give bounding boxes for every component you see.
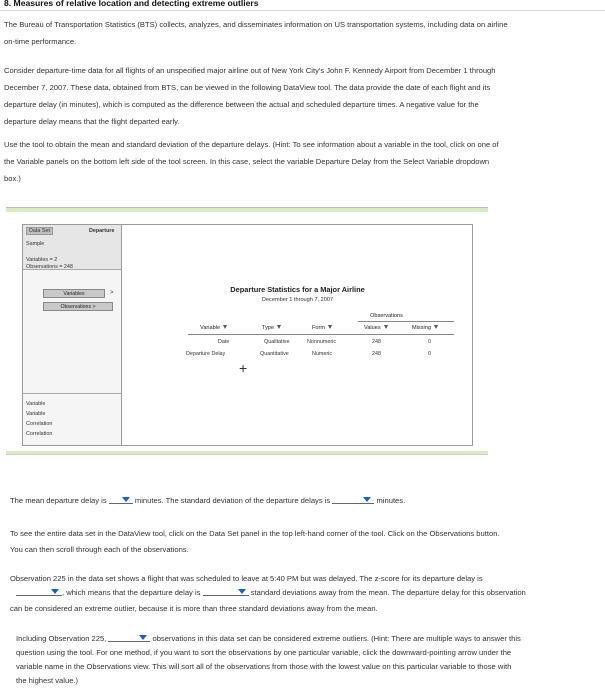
outliers-dropdown[interactable] [108,633,150,642]
tool-main-panel [122,224,473,446]
obs225-line-1: Observation 225 in the data set shows a flight that was scheduled to leave at 5:40 PM but was delayed. The z-score for its departure delay is [10,574,483,583]
tool-top-band [6,207,488,212]
row-1-variable: Date [218,339,230,345]
observations-group-rule [358,321,454,322]
dropdown-arrow-icon [139,635,147,640]
crosshair-icon: + [239,360,248,376]
including-text-1a: Including Observation 225, [16,634,107,643]
mean-text-1: The mean departure delay is [10,496,107,505]
header-rule [188,334,454,335]
sd-away-dropdown[interactable] [203,587,249,596]
sort-arrow-icon[interactable] [434,325,438,329]
including-text-1b: observations in this data set can be considered extreme outliers. (Hint: There are multiple ways to answer this [152,634,521,643]
sort-arrow-icon[interactable] [277,325,281,329]
table-subtitle: December 1 through 7, 2007 [261,297,334,303]
mean-dropdown[interactable] [109,495,133,504]
sort-arrow-icon[interactable] [328,325,332,329]
row-1-form: Nonnumeric [307,339,337,345]
dropdown-arrow-icon [51,589,59,594]
observations-count: Observations = 248 [26,264,73,270]
including-line-4: the highest value.) [16,676,79,685]
variable-panel-2[interactable]: Variable [26,411,46,417]
row-1-missing: 0 [428,339,431,345]
including-line-3: variable name in the Observations view. This will sort all of the observations from those with the lowest value on this particular variable to those with [16,662,512,671]
row-2-missing: 0 [428,351,431,357]
sd-dropdown[interactable] [332,495,374,504]
consider-line-2: December 7, 2007. These data, obtained from BTS, can be viewed in the following DataView tool. The data provide the date of each flight and its [4,83,491,92]
observations-group-header: Observations [370,313,403,319]
row-1-type: Qualitative [264,339,290,345]
correlation-panel-1[interactable]: Correlation [26,421,53,427]
col-type-header[interactable]: Type [262,325,281,331]
usetool-line-2: the Variable panels on the bottom left side of the tool screen. In this case, select the variable Departure Delay from the Select Variable dropdown [4,157,490,166]
dropdown-arrow-icon [122,497,130,502]
panel-divider [23,393,121,394]
row-2-form: Numeric [312,351,333,357]
mean-sentence [10,492,405,509]
intro-line-1: The Bureau of Transportation Statistics (BTS) collects, analyzes, and disseminates information on US transportation systems, including data on airline [4,20,508,29]
col-variable-header[interactable]: Variable [200,325,227,331]
variable-panel-1[interactable]: Variable [26,401,46,407]
consider-line-4: departure delay means that the flight departed early. [4,117,180,126]
variables-arrow-icon: > [110,290,114,296]
mean-text-2: minutes. The standard deviation of the departure delays is [134,496,331,505]
sort-arrow-icon[interactable] [384,325,388,329]
consider-line-3: departure delay (in minutes), which is computed as the difference between the actual and scheduled departure times. A negative value for the [4,100,479,109]
col-missing-header[interactable]: Missing [412,325,438,331]
table-title: Departure Statistics for a Major Airline [230,285,365,294]
obs225-text-2a: , which means that the departure delay is [62,588,201,597]
row-2-values: 248 [372,351,381,357]
sort-arrow-icon[interactable] [223,325,227,329]
dropdown-arrow-icon [363,497,371,502]
observations-button[interactable]: Observations > [43,302,113,311]
row-2-type: Quantitative [260,351,289,357]
observations-button-label: Observations [60,304,92,310]
title-divider [0,10,605,11]
data-set-panel[interactable] [23,225,121,270]
row-2-variable: Departure Delay [186,351,226,357]
zscore-dropdown[interactable] [16,587,62,596]
entire-line-1: To see the entire data set in the DataView tool, click on the Data Set panel in the top left-hand corner of the tool. Click on the Observations button. [10,529,500,538]
data-set-label: Data Set [26,227,53,235]
data-set-value: Departure [89,228,115,234]
entire-line-2: You can then scroll through each of the observations. [10,545,189,554]
correlation-panel-2[interactable]: Correlation [26,431,53,437]
obs225-line-2 [16,584,526,601]
tool-bottom-band [6,451,488,455]
col-form-header[interactable]: Form [312,325,332,331]
intro-line-2: on-time performance. [4,37,77,46]
row-1-values: 248 [372,339,381,345]
consider-line-1: Consider departure-time data for all flights of an unspecified major airline out of New York City's John F. Kennedy Airport from December 1 through [4,66,496,75]
including-line-2: question using the tool. For one method, if you want to sort the observations by one particular variable, click the downward-pointing arrow under the [16,648,512,657]
sample-label: Sample [26,241,45,247]
usetool-line-3: box.) [4,174,21,183]
col-values-header[interactable]: Values [364,325,388,331]
usetool-line-1: Use the tool to obtain the mean and standard deviation of the departure delays. (Hint: To see information about a variable in the tool, click on one of [4,140,499,149]
obs225-text-2b: standard deviations away from the mean. The departure delay for this observation [250,588,526,597]
variables-button[interactable]: Variables [43,289,105,298]
variables-count: Variables = 2 [26,257,58,263]
dropdown-arrow-icon [238,589,246,594]
obs225-line-3: can be considered an extreme outlier, because it is more than three standard deviations away from the mean. [10,604,378,613]
mean-text-3: minutes. [376,496,406,505]
question-title: 8. Measures of relative location and detecting extreme outliers [4,0,259,8]
tool-left-panel [22,224,122,446]
